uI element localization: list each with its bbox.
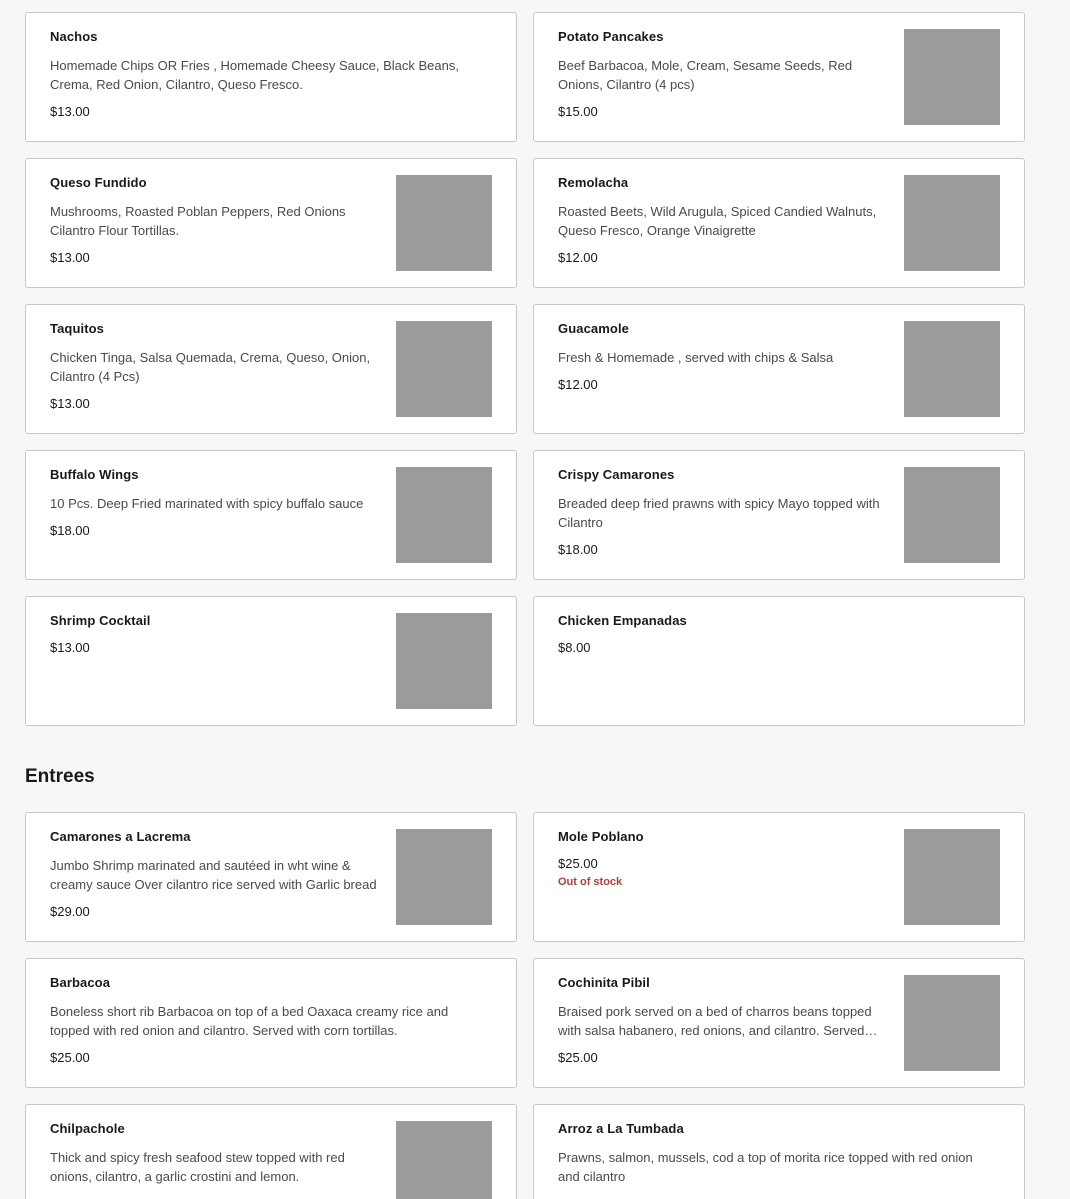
menu-item-price: $12.00 [558, 250, 598, 265]
menu-item-price: $25.00 [50, 1050, 90, 1065]
menu-item-description: Prawns, salmon, mussels, cod a top of morita rice topped with red onion and cilantro [558, 1150, 973, 1184]
menu-item-price: $12.00 [558, 377, 598, 392]
menu-item-card[interactable] [533, 450, 1025, 580]
menu-item-name: Queso Fundido [50, 175, 147, 190]
menu-item-description: Boneless short rib Barbacoa on top of a bed Oaxaca creamy rice and topped with red onion and cilantro. Served with corn tortillas. [50, 1004, 449, 1038]
menu-item-price: $13.00 [50, 640, 90, 655]
menu-item-card[interactable] [25, 304, 517, 434]
menu-item-description: Mushrooms, Roasted Poblan Peppers, Red Onions Cilantro Flour Tortillas. [50, 204, 346, 238]
menu-item-name: Guacamole [558, 321, 629, 336]
menu-item-image [396, 467, 492, 563]
menu-item-info [50, 975, 490, 1066]
menu-item-price: $29.00 [50, 904, 90, 919]
menu-item-description: Thick and spicy fresh seafood stew topped with red onions, cilantro, a garlic crostini and lemon. [50, 1150, 345, 1184]
menu-item-card[interactable] [533, 304, 1025, 434]
menu-item-info [50, 29, 490, 120]
menu-item-card[interactable] [533, 158, 1025, 288]
menu-item-info [50, 321, 380, 412]
menu-item-name: Nachos [50, 29, 98, 44]
menu-item-image [904, 321, 1000, 417]
menu-item-card[interactable] [25, 596, 517, 726]
menu-item-price: $8.00 [558, 640, 591, 655]
menu-item-info [50, 613, 380, 656]
menu-item-info [50, 467, 380, 539]
menu-item-image [396, 613, 492, 709]
menu-item-name: Chicken Empanadas [558, 613, 687, 628]
menu-item-info [558, 467, 888, 558]
menu-item-description: Homemade Chips OR Fries , Homemade Cheesy Sauce, Black Beans, Crema, Red Onion, Cilantro, Queso Fresco. [50, 58, 459, 92]
menu-item-card[interactable] [533, 812, 1025, 942]
menu-item-name: Mole Poblano [558, 829, 644, 844]
menu-item-info [558, 321, 888, 393]
menu-item-image [396, 829, 492, 925]
menu-item-name: Camarones a Lacrema [50, 829, 191, 844]
menu-item-info [558, 829, 888, 889]
menu-item-name: Chilpachole [50, 1121, 125, 1136]
menu-item-description: Chicken Tinga, Salsa Quemada, Crema, Queso, Onion, Cilantro (4 Pcs) [50, 350, 371, 384]
menu-item-name: Barbacoa [50, 975, 111, 990]
menu-item-name: Taquitos [50, 321, 104, 336]
menu-item-name: Shrimp Cocktail [50, 613, 151, 628]
menu-item-card[interactable] [25, 958, 517, 1088]
menu-item-name: Buffalo Wings [50, 467, 139, 482]
menu-item-price: $13.00 [50, 250, 90, 265]
menu-item-image [904, 975, 1000, 1071]
menu-item-image [396, 175, 492, 271]
menu-item-info [558, 613, 998, 656]
menu-item-image [904, 829, 1000, 925]
menu-item-price: $25.00 [558, 856, 598, 871]
section-heading-entrees: Entrees [25, 766, 95, 787]
menu-item-description: Breaded deep fried prawns with spicy Mayo topped with Cilantro [558, 496, 880, 530]
menu-item-name: Remolacha [558, 175, 629, 190]
menu-item-description: Beef Barbacoa, Mole, Cream, Sesame Seeds, Red Onions, Cilantro (4 pcs) [558, 58, 853, 92]
menu-item-description: Roasted Beets, Wild Arugula, Spiced Candied Walnuts, Queso Fresco, Orange Vinaigrette [558, 204, 877, 238]
menu-item-card[interactable] [533, 958, 1025, 1088]
menu-item-info [50, 1121, 380, 1196]
menu-item-name: Arroz a La Tumbada [558, 1121, 684, 1136]
menu-item-card[interactable] [25, 12, 517, 142]
menu-item-image [904, 175, 1000, 271]
menu-item-info [558, 975, 888, 1066]
menu-item-name: Potato Pancakes [558, 29, 664, 44]
menu-item-card[interactable] [25, 450, 517, 580]
menu-item-card[interactable] [25, 1104, 517, 1199]
menu-item-info [558, 29, 888, 120]
menu-item-image [904, 467, 1000, 563]
menu-item-info [558, 1121, 998, 1196]
appetizers-grid [25, 12, 1025, 726]
menu-item-price: $15.00 [558, 104, 598, 119]
menu-item-card[interactable] [533, 12, 1025, 142]
menu-item-info [558, 175, 888, 266]
menu-item-card[interactable] [25, 812, 517, 942]
menu-item-name: Crispy Camarones [558, 467, 675, 482]
menu-item-name: Cochinita Pibil [558, 975, 650, 990]
menu-item-image [396, 1121, 492, 1199]
menu-item-price: $13.00 [50, 104, 90, 119]
menu-item-info [50, 829, 380, 920]
menu-item-card[interactable] [533, 596, 1025, 726]
menu-item-image [904, 29, 1000, 125]
out-of-stock-label: Out of stock [558, 876, 623, 888]
menu-item-price: $25.00 [558, 1050, 598, 1065]
menu-item-card[interactable] [25, 158, 517, 288]
menu-item-price: $18.00 [50, 523, 90, 538]
menu-item-info [50, 175, 380, 266]
entrees-grid [25, 812, 1025, 1199]
menu-item-price: $18.00 [558, 542, 598, 557]
menu-item-description: Jumbo Shrimp marinated and sautéed in wht wine & creamy sauce Over cilantro rice served with Garlic bread [50, 858, 377, 892]
menu-item-description: Braised pork served on a bed of charros beans topped with salsa habanero, red onions, and cilantro. Served [558, 1004, 872, 1038]
menu-item-image [396, 321, 492, 417]
menu-item-card[interactable] [533, 1104, 1025, 1199]
menu-item-description: Fresh & Homemade , served with chips & Salsa [558, 350, 834, 365]
menu-item-price: $13.00 [50, 396, 90, 411]
menu-item-description: 10 Pcs. Deep Fried marinated with spicy buffalo sauce [50, 496, 364, 511]
